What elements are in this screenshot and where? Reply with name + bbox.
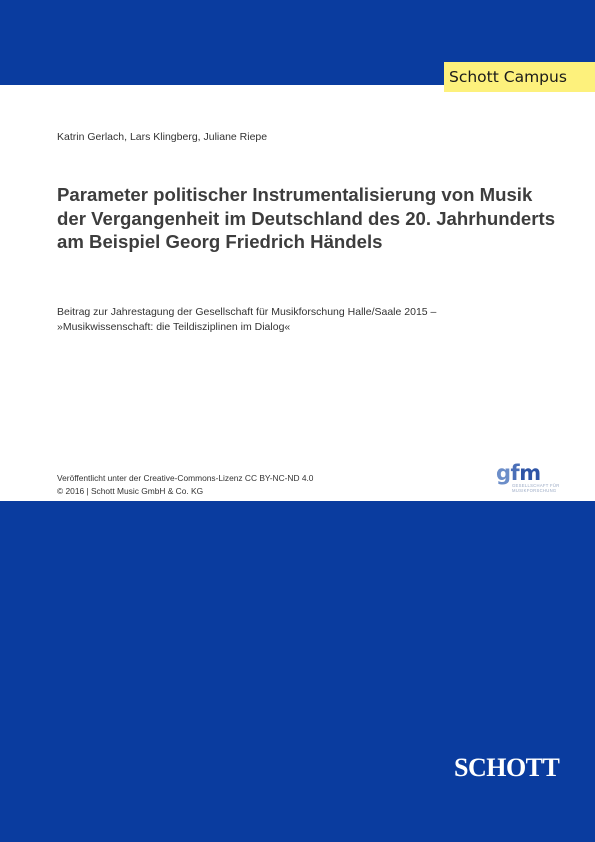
schott-logo: SCHOTT <box>454 753 560 782</box>
license-line: Veröffentlicht unter der Creative-Commons-Lizenz CC BY-NC-ND 4.0 <box>57 473 314 483</box>
authors: Katrin Gerlach, Lars Klingberg, Juliane Riepe <box>57 131 268 143</box>
gfm-letter-f: f <box>510 461 520 485</box>
gfm-wordmark <box>496 461 541 485</box>
subtitle-line-1: Beitrag zur Jahrestagung der Gesellschaft für Musikforschung Halle/Saale 2015 – <box>57 306 437 318</box>
copyright-line: © 2016 | Schott Music GmbH & Co. KG <box>57 485 204 496</box>
document-title: Parameter politischer Instrumentalisierung von Musik der Vergangenheit im Deutschland des 20. Jahrhunderts am Beispiel Georg Friedrich Händels <box>57 184 556 252</box>
gfm-subtitle-line-2: MUSIKFORSCHUNG <box>512 488 557 493</box>
subtitle <box>57 305 557 335</box>
gfm-subtitle <box>512 483 560 493</box>
subtitle-line-2: »Musikwissenschaft: die Teildisziplinen im Dialog« <box>57 321 291 333</box>
gfm-subtitle-line-1: GESELLSCHAFT FÜR <box>512 483 560 488</box>
gfm-logo <box>496 461 566 497</box>
bottom-color-band <box>0 501 595 842</box>
series-label: Schott Campus <box>444 62 595 92</box>
gfm-letter-g: g <box>496 461 511 485</box>
gfm-letter-m: m <box>519 461 541 485</box>
license-notice <box>57 472 313 497</box>
